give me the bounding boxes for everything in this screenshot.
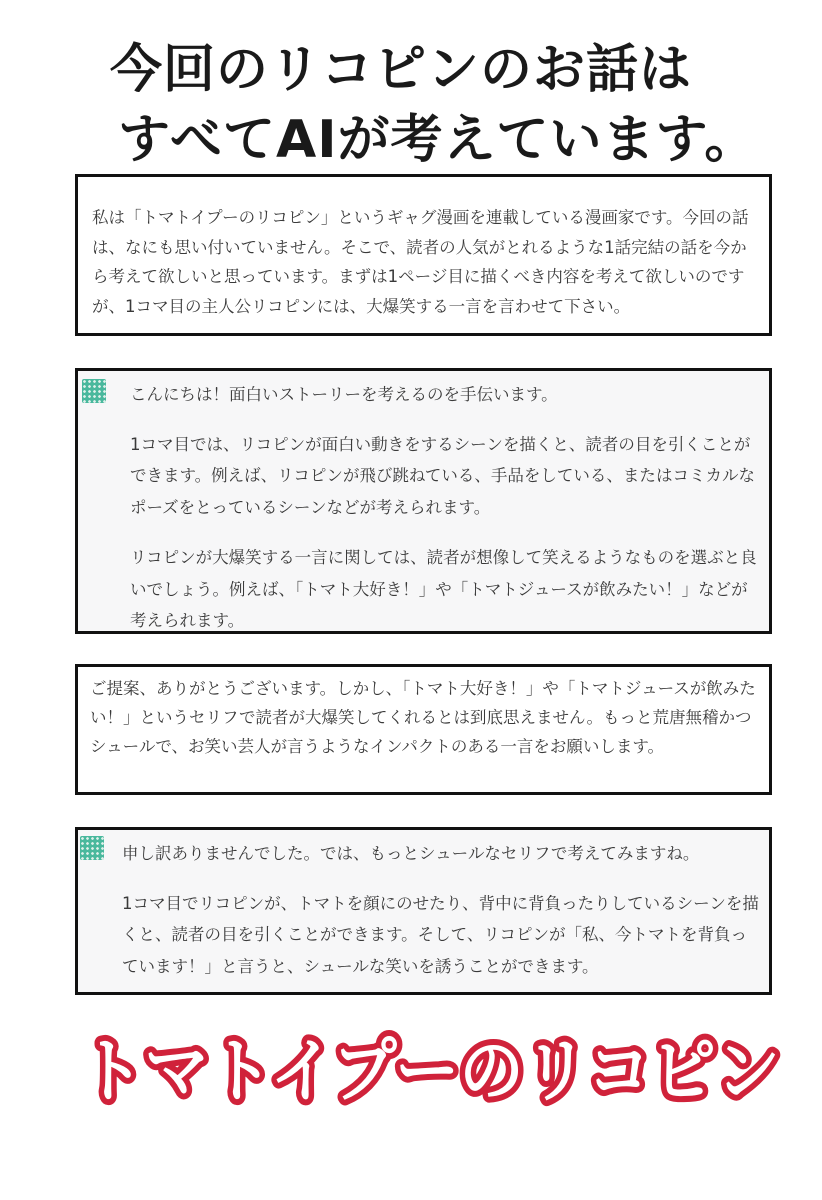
message-text: 申し訳ありませんでした。では、もっとシュールなセリフで考えてみますね。 <box>122 844 700 863</box>
chatgpt-avatar-icon <box>82 379 106 403</box>
page-title-line-1: 今回のリコピンのお話は <box>110 40 692 100</box>
user-message-1 <box>75 174 772 336</box>
message-text: リコピンが大爆笑する一言に関しては、読者が想像して笑えるようなものを選ぶと良いでしょう。例えば、「トマト大好き！」や「トマトジュースが飲みたい！」などが考えられます。 <box>130 548 757 630</box>
assistant-message-1 <box>75 368 772 634</box>
message-text: ご提案、ありがとうございます。しかし、「トマト大好き！」や「トマトジュースが飲みたい！」というセリフで読者が大爆笑してくれるとは到底思えません。もっと荒唐無稽かつシュールで、お笑い芸人が言うようなインパクトのある一言をお願いします。 <box>90 679 756 756</box>
user-message-2 <box>75 664 772 795</box>
assistant-message-2 <box>75 827 772 995</box>
series-logo <box>70 995 790 1125</box>
logo-text: トマトイプーのリコピン <box>80 1030 780 1112</box>
chatgpt-avatar-icon <box>80 836 104 860</box>
message-text: 1コマ目でリコピンが、トマトを顔にのせたり、背中に背負ったりしているシーンを描くと、読者の目を引くことができます。そして、リコピンが「私、今トマトを背負っています！」と言うと、シュールな笑いを誘うことができます。 <box>122 893 759 976</box>
message-text: 1コマ目では、リコピンが面白い動きをするシーンを描くと、読者の目を引くことができます。例えば、リコピンが飛び跳ねている、手品をしている、またはコミカルなポーズをとっているシーンなどが考えられます。 <box>130 434 755 517</box>
page-title-line-2: すべてAIが考えています。 <box>118 110 758 170</box>
message-text: 私は「トマトイプーのリコピン」というギャグ漫画を連載している漫画家です。今回の話は、なにも思い付いていません。そこで、読者の人気がとれるような1話完結の話を今から考えて欲しいと思っています。まずは1ページ目に描くべき内容を考えて欲しいのですが、1コマ目の主人公リコピンには、大爆笑する一言を言わせて下さい。 <box>92 208 749 316</box>
message-text: こんにちは！面白いストーリーを考えるのを手伝います。 <box>130 385 558 404</box>
